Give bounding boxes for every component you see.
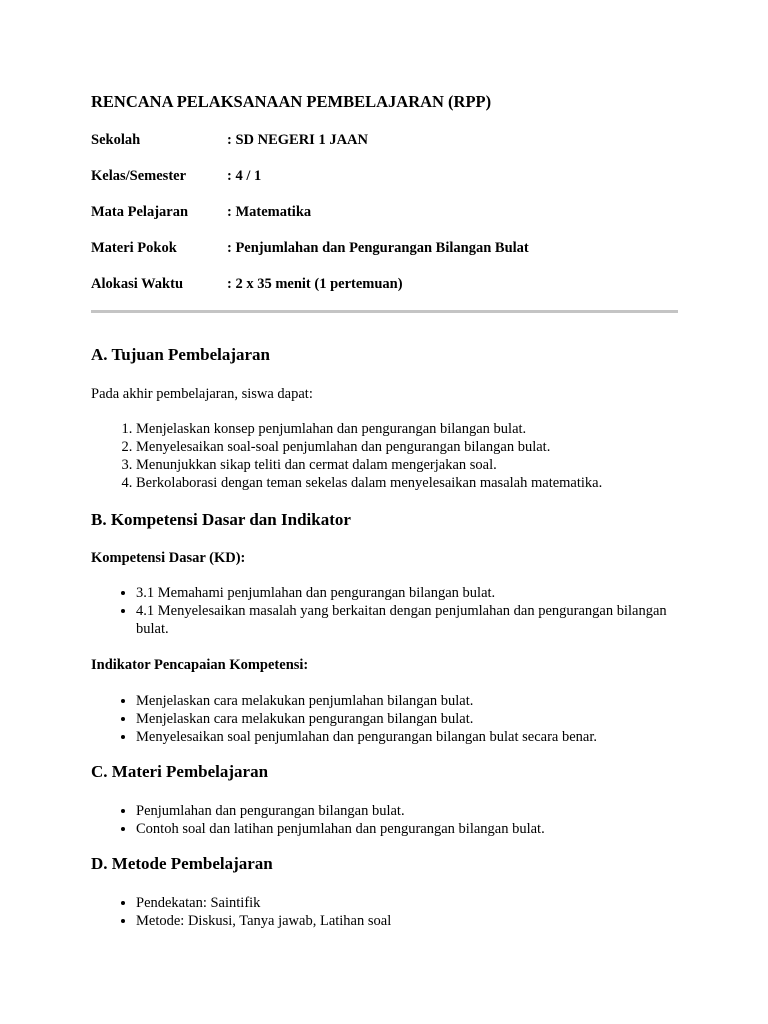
info-label: Mata Pelajaran xyxy=(91,204,189,220)
list-item: 2. Menyelesaikan soal-soal penjumlahan dan pengurangan bilangan bulat. xyxy=(136,438,696,456)
document-title: RENCANA PELAKSANAAN PEMBELAJARAN (RPP) xyxy=(91,92,492,111)
indicator-heading: Indikator Pencapaian Kompetensi: xyxy=(91,657,309,673)
list-item: • 3.1 Memahami penjumlahan dan pengurangan bilangan bulat. xyxy=(136,584,696,602)
indicator-list xyxy=(91,692,696,746)
list-item: 4. Berkolaborasi dengan teman sekelas dalam menyelesaikan masalah matematika. xyxy=(136,474,696,492)
info-label: Alokasi Waktu xyxy=(91,276,184,292)
list-item: • Menjelaskan cara melakukan pengurangan bilangan bulat. xyxy=(136,710,696,728)
info-value: : 4 / 1 xyxy=(227,168,262,184)
list-item: 1. Menjelaskan konsep penjumlahan dan pengurangan bilangan bulat. xyxy=(136,420,696,438)
methods-list xyxy=(91,894,696,930)
info-value: : Penjumlahan dan Pengurangan Bilangan Bulat xyxy=(227,240,529,256)
section-c-heading: C. Materi Pembelajaran xyxy=(91,762,269,781)
info-label: Sekolah xyxy=(91,132,141,148)
info-value: : 2 x 35 menit (1 pertemuan) xyxy=(227,276,403,292)
info-label: Materi Pokok xyxy=(91,240,177,256)
list-item: • Metode: Diskusi, Tanya jawab, Latihan soal xyxy=(136,912,696,930)
section-a-intro: Pada akhir pembelajaran, siswa dapat: xyxy=(91,386,313,402)
list-item: • Pendekatan: Saintifik xyxy=(136,894,696,912)
list-item: 3. Menunjukkan sikap teliti dan cermat dalam mengerjakan soal. xyxy=(136,456,696,474)
kd-list xyxy=(91,584,696,638)
section-d-heading: D. Metode Pembelajaran xyxy=(91,854,273,873)
list-item: • Menyelesaikan soal penjumlahan dan pengurangan bilangan bulat secara benar. xyxy=(136,728,696,746)
materials-list xyxy=(91,802,696,838)
objectives-list xyxy=(91,420,696,492)
list-item: • Penjumlahan dan pengurangan bilangan bulat. xyxy=(136,802,696,820)
kd-heading: Kompetensi Dasar (KD): xyxy=(91,550,246,566)
horizontal-divider xyxy=(91,310,678,313)
info-value: : SD NEGERI 1 JAAN xyxy=(227,132,368,148)
info-label: Kelas/Semester xyxy=(91,168,187,184)
section-a-heading: A. Tujuan Pembelajaran xyxy=(91,345,270,364)
list-item: • 4.1 Menyelesaikan masalah yang berkaitan dengan penjumlahan dan pengurangan bilangan bulat. xyxy=(136,602,696,638)
info-value: : Matematika xyxy=(227,204,312,220)
section-b-heading: B. Kompetensi Dasar dan Indikator xyxy=(91,510,351,529)
list-item: • Contoh soal dan latihan penjumlahan dan pengurangan bilangan bulat. xyxy=(136,820,696,838)
list-item: • Menjelaskan cara melakukan penjumlahan bilangan bulat. xyxy=(136,692,696,710)
